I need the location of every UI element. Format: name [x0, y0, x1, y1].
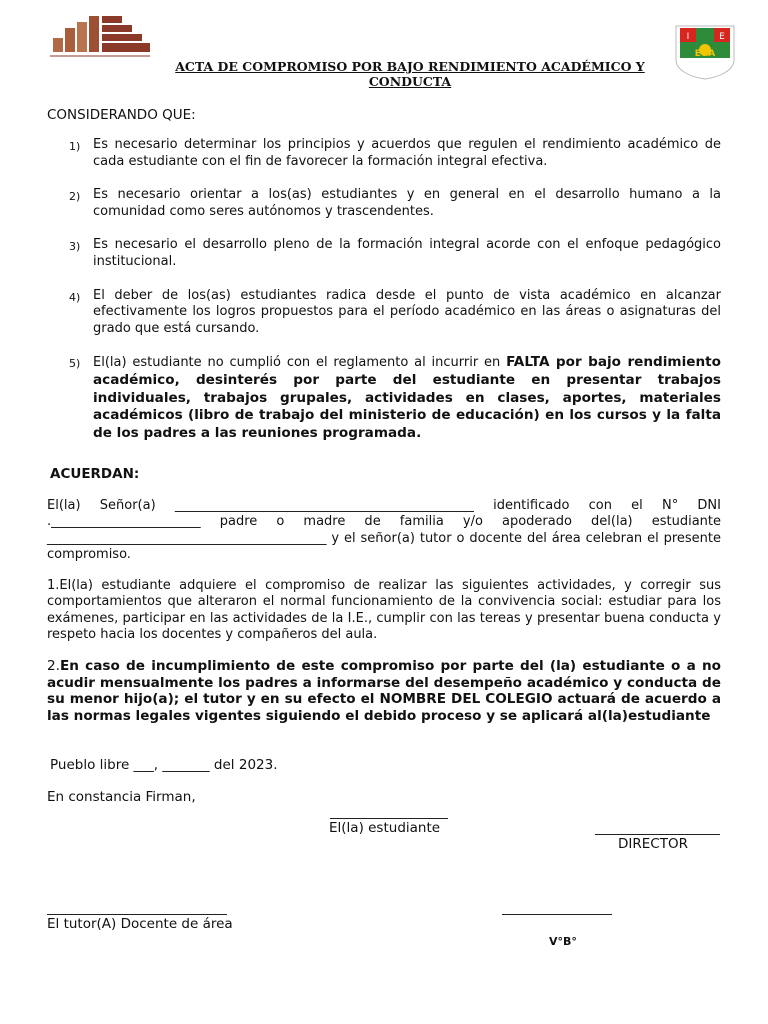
list-item	[47, 354, 721, 442]
constancia-text: En constancia Firman,	[47, 789, 196, 805]
considerando-heading: CONSIDERANDO QUE:	[47, 107, 196, 123]
item-text-bold: FALTA por bajo rendimiento académico, desinterés por parte del estudiante en presentar trabajos individuales, trabajos grupales, actividades en clases, aportes, materiales académicos (libro de trabajo del ministerio de educación) en los cursos y la falta de los padres a las reuniones programada.	[93, 354, 721, 441]
crest-letter-right: E	[719, 32, 725, 42]
item-text: Es necesario el desarrollo pleno de la formación integral acorde con el enfoque pedagógico institucional.	[93, 237, 721, 269]
signature-line-estudiante	[330, 818, 448, 819]
vb-label: V°B°	[549, 935, 577, 948]
school-logo-left	[50, 14, 150, 60]
paragraph-commitment-2	[47, 658, 721, 724]
paragraph-parties: El(la) Señor(a) ______________________________________________ identificado con el N° DNI ._______________________ padre o madre de familia y/o apoderado del(la) estudiante ___________________________________________ y el señor(a) tutor o docente del área celebran el presente compromiso.	[47, 498, 721, 563]
list-item	[47, 137, 721, 170]
considerando-list	[47, 137, 721, 459]
list-item	[47, 187, 721, 220]
item-text: El(la) estudiante no cumplió con el reglamento al incurrir en	[93, 355, 507, 371]
crest-letter-left: I	[686, 32, 690, 42]
item-number: 3)	[69, 240, 81, 254]
title-line-1: ACTA DE COMPROMISO POR BAJO RENDIMIENTO ACADÉMICO Y	[175, 59, 645, 74]
crest-letters-bottom: EOA	[694, 49, 716, 59]
acuerdan-heading: ACUERDAN:	[50, 466, 140, 482]
commitment-2-number: 2.	[47, 658, 60, 674]
list-item	[47, 237, 721, 270]
item-text: El deber de los(as) estudiantes radica desde el punto de vista académico en alcanzar efectivamente los logros propuestos para el período académico en las áreas o asignaturas del grado que está cursando.	[93, 287, 721, 336]
signature-label-director: DIRECTOR	[618, 836, 688, 852]
paragraph-commitment-1: 1.El(la) estudiante adquiere el compromiso de realizar las siguientes actividades, y corregir sus comportamientos que alteraron el normal funcionamiento de la convivencia social: estudiar para los exámenes, participar en las actividades de la I.E., cumplir con las tereas y presentar buena conducta y respeto hacia los docentes y compañeros del aula.	[47, 578, 721, 643]
item-text: Es necesario determinar los principios y acuerdos que regulen el rendimiento académico de cada estudiante con el fin de favorecer la formación integral efectiva.	[93, 137, 721, 169]
item-number: 2)	[69, 190, 81, 204]
item-number: 1)	[69, 140, 81, 153]
place-date: Pueblo libre ___, _______ del 2023.	[50, 757, 278, 773]
signature-line-tutor	[47, 914, 227, 915]
title-line-2: CONDUCTA	[368, 74, 452, 89]
commitment-2-text: En caso de incumplimiento de este compromiso por parte del (la) estudiante o a no acudir mensualmente los padres a informarse del desempeño académico y conducta de su menor hijo(a); el tutor y en su efecto el NOMBRE DEL COLEGIO actuará de acuerdo a las normas legales vigentes siguiendo el debido proceso y se aplicará al(la)estudiante	[47, 658, 721, 724]
item-number: 5)	[69, 357, 81, 371]
item-text: Es necesario orientar a los(as) estudiantes y en general en el desarrollo humano a la comunidad como seres autónomos y trascendentes.	[93, 187, 721, 219]
list-item	[47, 288, 721, 338]
signature-label-estudiante: El(la) estudiante	[329, 820, 441, 836]
document-title	[150, 59, 670, 89]
school-crest-right	[674, 22, 736, 80]
signature-label-tutor: El tutor(A) Docente de área	[47, 916, 233, 932]
signature-line-vb	[502, 914, 612, 915]
signature-line-director	[595, 834, 720, 835]
item-number: 4)	[69, 290, 81, 304]
